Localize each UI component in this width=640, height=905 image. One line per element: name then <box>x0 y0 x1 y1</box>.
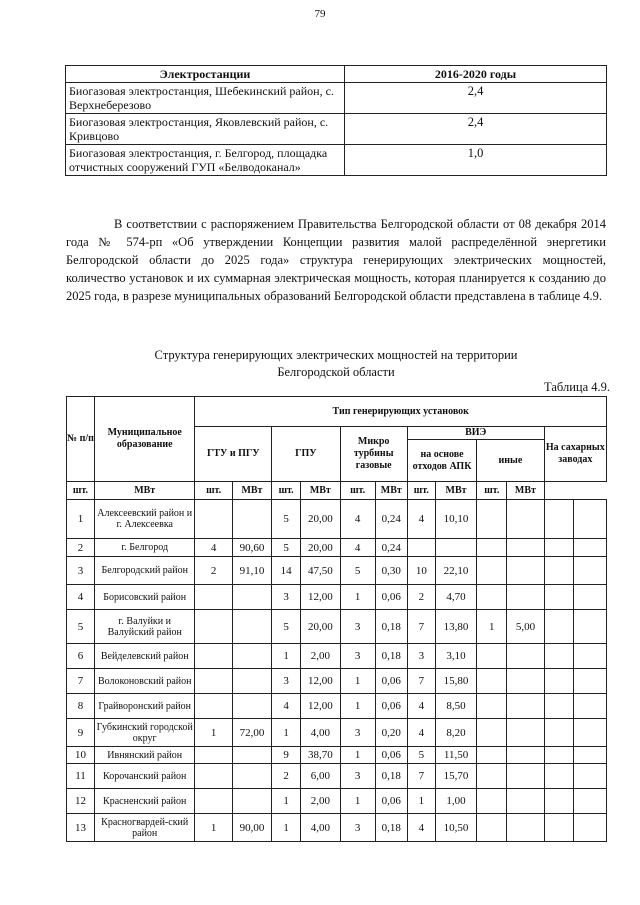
unit-count-cell: 9 <box>272 747 301 764</box>
header-installation-type: Тип генерирующих установок <box>195 397 607 427</box>
capacity-mw-cell: 2,00 <box>301 644 340 669</box>
unit-count-cell: 1 <box>272 644 301 669</box>
unit-count-cell <box>477 747 507 764</box>
unit-count-cell <box>544 557 573 585</box>
unit-count-cell: 10 <box>407 557 435 585</box>
station-name: Биогазовая электростанция, Яковлевский район, с. Кривцово <box>66 114 345 145</box>
capacity-mw-cell <box>507 789 544 814</box>
unit-count: шт. <box>195 482 232 500</box>
table-row <box>67 669 607 694</box>
capacity-mw-cell <box>507 694 544 719</box>
header-other: иные <box>477 440 544 482</box>
unit-count-cell <box>544 669 573 694</box>
unit-count-cell <box>195 694 232 719</box>
row-number: 13 <box>67 814 95 842</box>
table-row <box>67 539 607 557</box>
unit-count-cell: 3 <box>272 585 301 610</box>
column-header-years: 2016-2020 годы <box>345 66 607 83</box>
capacity-mw-cell: 20,00 <box>301 500 340 539</box>
municipality-name: Ивнянский район <box>94 747 195 764</box>
capacity-mw-cell: 12,00 <box>301 694 340 719</box>
capacity-mw-cell: 22,10 <box>435 557 476 585</box>
unit-count-cell: 4 <box>407 719 435 747</box>
capacity-mw-cell <box>232 789 271 814</box>
capacity-mw-cell <box>507 747 544 764</box>
unit-count: шт. <box>67 482 95 500</box>
table-body <box>67 500 607 842</box>
unit-count-cell: 5 <box>340 557 375 585</box>
capacity-mw-cell <box>507 500 544 539</box>
municipality-name: Волоконовский район <box>94 669 195 694</box>
table-row <box>67 694 607 719</box>
unit-count-cell: 1 <box>407 789 435 814</box>
table-header-row <box>66 66 607 83</box>
unit-count-cell: 1 <box>272 719 301 747</box>
capacity-mw-cell: 0,18 <box>375 644 407 669</box>
capacity-mw-cell <box>507 585 544 610</box>
header-apk-waste: на основе отходов АПК <box>407 440 476 482</box>
unit-count-cell: 1 <box>272 789 301 814</box>
header-gtu: ГТУ и ПГУ <box>195 427 272 482</box>
unit-count-cell: 3 <box>407 644 435 669</box>
unit-count-cell: 4 <box>407 694 435 719</box>
unit-count-cell <box>195 500 232 539</box>
capacity-mw-cell <box>232 747 271 764</box>
capacity-mw-cell <box>507 814 544 842</box>
capacity-mw-cell <box>232 610 271 644</box>
capacity-mw-cell <box>232 669 271 694</box>
unit-count-cell: 1 <box>340 669 375 694</box>
table-row <box>67 764 607 789</box>
capacity-mw-cell: 0,30 <box>375 557 407 585</box>
row-number: 2 <box>67 539 95 557</box>
row-number: 9 <box>67 719 95 747</box>
capacity-mw-cell <box>507 557 544 585</box>
municipality-name: Губкинский городской округ <box>94 719 195 747</box>
row-number: 4 <box>67 585 95 610</box>
table-row <box>66 83 607 114</box>
capacity-mw-cell <box>507 644 544 669</box>
capacity-mw-cell: 1,00 <box>435 789 476 814</box>
row-number: 12 <box>67 789 95 814</box>
capacity-mw-cell: 6,00 <box>301 764 340 789</box>
table-row <box>67 610 607 644</box>
header-municipality: Муниципальное образование <box>94 397 195 482</box>
unit-count-cell: 1 <box>195 719 232 747</box>
unit-count-cell <box>477 500 507 539</box>
body-paragraph: В соответствии с распоряжением Правительства Белгородской области от 08 декабря 2014 года № 574-рп «Об утверждении Концепции развития малой распределённой энергетики Белгородской области до 2025 года» структура генерирующих электрических мощностей, количество установок и их суммарная электрическая мощность, которая планируется к созданию до 2025 года, в разрезе муниципальных образований Белгородской области представлена в таблице 4.9. <box>66 217 606 303</box>
capacity-mw-cell: 90,00 <box>232 814 271 842</box>
capacity-mw-cell: 0,06 <box>375 747 407 764</box>
unit-count-cell: 1 <box>195 814 232 842</box>
header-vie: ВИЭ <box>407 427 544 440</box>
municipality-name: Борисовский район <box>94 585 195 610</box>
capacity-mw-cell <box>573 539 606 557</box>
unit-count-cell <box>477 585 507 610</box>
header-microturbines: Микро турбины газовые <box>340 427 407 482</box>
municipality-name: Алексеевский район и г. Алексеевка <box>94 500 195 539</box>
unit-count-cell <box>195 610 232 644</box>
capacity-mw-cell: 4,00 <box>301 719 340 747</box>
unit-count-cell <box>544 500 573 539</box>
capacity-mw-cell: 10,50 <box>435 814 476 842</box>
unit-count-cell <box>544 719 573 747</box>
header-number: № п/п <box>67 397 95 482</box>
row-number: 8 <box>67 694 95 719</box>
municipality-name: Вейделевский район <box>94 644 195 669</box>
municipality-name: Грайворонский район <box>94 694 195 719</box>
capacity-mw-cell: 0,18 <box>375 764 407 789</box>
unit-count-cell: 1 <box>272 814 301 842</box>
municipality-name: Белгородский район <box>94 557 195 585</box>
capacity-mw-cell: 4,00 <box>301 814 340 842</box>
capacity-mw-cell <box>573 719 606 747</box>
unit-count-cell: 7 <box>407 764 435 789</box>
unit-count-cell <box>544 539 573 557</box>
unit-count-cell <box>477 764 507 789</box>
unit-mw: МВт <box>301 482 340 500</box>
unit-count-cell <box>477 789 507 814</box>
unit-count-cell: 4 <box>340 539 375 557</box>
capacity-mw-cell: 0,24 <box>375 539 407 557</box>
unit-count-cell: 7 <box>407 610 435 644</box>
unit-count-cell <box>544 814 573 842</box>
table-row <box>67 644 607 669</box>
unit-count-cell: 5 <box>272 539 301 557</box>
unit-mw: МВт <box>94 482 195 500</box>
unit-count-cell <box>544 789 573 814</box>
unit-count-cell <box>544 644 573 669</box>
municipality-name: Красногвардей-ский район <box>94 814 195 842</box>
unit-mw: МВт <box>507 482 544 500</box>
unit-count-cell <box>195 747 232 764</box>
unit-count-cell: 1 <box>340 585 375 610</box>
unit-count-cell: 5 <box>272 500 301 539</box>
unit-count-cell <box>195 585 232 610</box>
column-header-stations: Электростанции <box>66 66 345 83</box>
unit-mw: МВт <box>375 482 407 500</box>
unit-count: шт. <box>272 482 301 500</box>
capacity-mw-cell: 0,06 <box>375 585 407 610</box>
capacity-mw-cell: 0,20 <box>375 719 407 747</box>
station-capacity: 2,4 <box>345 83 607 114</box>
unit-mw: МВт <box>435 482 476 500</box>
capacity-mw-cell <box>507 539 544 557</box>
unit-count-cell <box>477 644 507 669</box>
table-caption <box>66 347 606 381</box>
table-row <box>67 557 607 585</box>
unit-count-cell <box>477 694 507 719</box>
capacity-mw-cell <box>573 557 606 585</box>
capacity-mw-cell: 0,24 <box>375 500 407 539</box>
unit-count-cell <box>544 764 573 789</box>
unit-count-cell: 14 <box>272 557 301 585</box>
capacity-mw-cell: 8,50 <box>435 694 476 719</box>
unit-count-cell <box>477 814 507 842</box>
unit-count-cell: 1 <box>340 747 375 764</box>
capacity-mw-cell: 38,70 <box>301 747 340 764</box>
unit-count-cell: 4 <box>407 500 435 539</box>
unit-count-cell: 3 <box>340 764 375 789</box>
capacity-mw-cell <box>232 764 271 789</box>
unit-count-cell: 2 <box>195 557 232 585</box>
table-row <box>67 719 607 747</box>
table-row <box>67 585 607 610</box>
unit-count-cell: 3 <box>340 719 375 747</box>
unit-count-cell <box>477 539 507 557</box>
unit-count-cell: 4 <box>407 814 435 842</box>
caption-line: Структура генерирующих электрических мощностей на территории <box>154 348 518 362</box>
capacity-mw-cell <box>573 814 606 842</box>
capacity-mw-cell: 11,50 <box>435 747 476 764</box>
unit-count-cell: 1 <box>340 694 375 719</box>
capacity-mw-cell <box>507 719 544 747</box>
capacity-mw-cell: 4,70 <box>435 585 476 610</box>
page-number: 79 <box>314 8 326 20</box>
capacity-mw-cell: 10,10 <box>435 500 476 539</box>
row-number: 3 <box>67 557 95 585</box>
capacity-mw-cell <box>435 539 476 557</box>
header-sugar-plants: На сахарных заводах <box>544 427 606 482</box>
unit-count-cell: 3 <box>272 669 301 694</box>
stations-table <box>65 65 607 176</box>
capacity-mw-cell <box>573 644 606 669</box>
station-capacity: 2,4 <box>345 114 607 145</box>
capacity-mw-cell: 0,06 <box>375 694 407 719</box>
unit-count-cell <box>195 669 232 694</box>
unit-count: шт. <box>477 482 507 500</box>
capacity-mw-cell <box>573 764 606 789</box>
capacity-mw-cell <box>573 610 606 644</box>
municipality-name: г. Белгород <box>94 539 195 557</box>
generation-table <box>66 396 607 842</box>
unit-count-cell: 2 <box>407 585 435 610</box>
unit-count-cell: 3 <box>340 644 375 669</box>
capacity-mw-cell <box>232 644 271 669</box>
capacity-mw-cell: 13,80 <box>435 610 476 644</box>
row-number: 1 <box>67 500 95 539</box>
station-capacity: 1,0 <box>345 145 607 176</box>
municipality-name: Красненский район <box>94 789 195 814</box>
unit-count: шт. <box>340 482 375 500</box>
unit-count-cell: 4 <box>195 539 232 557</box>
capacity-mw-cell <box>232 694 271 719</box>
capacity-mw-cell <box>232 585 271 610</box>
unit-count-cell <box>195 764 232 789</box>
row-number: 11 <box>67 764 95 789</box>
capacity-mw-cell: 12,00 <box>301 669 340 694</box>
municipality-name: г. Валуйки и Валуйский район <box>94 610 195 644</box>
caption-line: Белгородской области <box>277 365 395 379</box>
capacity-mw-cell <box>573 500 606 539</box>
unit-count: шт. <box>407 482 435 500</box>
unit-count-cell <box>477 719 507 747</box>
capacity-mw-cell <box>507 764 544 789</box>
capacity-mw-cell: 15,70 <box>435 764 476 789</box>
municipality-name: Корочанский район <box>94 764 195 789</box>
station-name: Биогазовая электростанция, г. Белгород, площадка отчистных сооружений ГУП «Белводоканал» <box>66 145 345 176</box>
row-number: 10 <box>67 747 95 764</box>
capacity-mw-cell <box>573 669 606 694</box>
unit-count-cell: 1 <box>340 789 375 814</box>
capacity-mw-cell: 3,10 <box>435 644 476 669</box>
capacity-mw-cell: 0,18 <box>375 814 407 842</box>
capacity-mw-cell: 20,00 <box>301 610 340 644</box>
unit-count-cell: 5 <box>407 747 435 764</box>
unit-count-cell: 1 <box>477 610 507 644</box>
capacity-mw-cell <box>573 789 606 814</box>
row-number: 5 <box>67 610 95 644</box>
unit-count-cell: 3 <box>340 814 375 842</box>
capacity-mw-cell: 72,00 <box>232 719 271 747</box>
unit-mw: МВт <box>232 482 271 500</box>
table-row <box>67 814 607 842</box>
unit-count-cell <box>544 747 573 764</box>
capacity-mw-cell: 20,00 <box>301 539 340 557</box>
station-name: Биогазовая электростанция, Шебекинский район, с. Верхнеберезово <box>66 83 345 114</box>
unit-count-cell <box>477 669 507 694</box>
table-row <box>67 789 607 814</box>
capacity-mw-cell <box>573 694 606 719</box>
capacity-mw-cell: 5,00 <box>507 610 544 644</box>
capacity-mw-cell: 8,20 <box>435 719 476 747</box>
capacity-mw-cell: 12,00 <box>301 585 340 610</box>
unit-count-cell <box>407 539 435 557</box>
capacity-mw-cell: 91,10 <box>232 557 271 585</box>
capacity-mw-cell <box>573 585 606 610</box>
table-units-row <box>67 482 607 500</box>
unit-count-cell <box>195 644 232 669</box>
unit-count-cell: 2 <box>272 764 301 789</box>
capacity-mw-cell <box>232 500 271 539</box>
capacity-mw-cell: 90,60 <box>232 539 271 557</box>
table-row <box>66 145 607 176</box>
table-label: Таблица 4.9. <box>544 380 610 394</box>
unit-count-cell <box>195 789 232 814</box>
unit-count-cell <box>477 557 507 585</box>
unit-count-cell: 3 <box>340 610 375 644</box>
unit-count-cell: 7 <box>407 669 435 694</box>
unit-count-cell: 5 <box>272 610 301 644</box>
capacity-mw-cell: 15,80 <box>435 669 476 694</box>
capacity-mw-cell: 0,06 <box>375 789 407 814</box>
table-row <box>66 114 607 145</box>
capacity-mw-cell <box>507 669 544 694</box>
table-header-row <box>67 397 607 427</box>
table-row <box>67 747 607 764</box>
unit-count-cell <box>544 694 573 719</box>
capacity-mw-cell: 2,00 <box>301 789 340 814</box>
row-number: 6 <box>67 644 95 669</box>
table-row <box>67 500 607 539</box>
header-gpu: ГПУ <box>272 427 340 482</box>
capacity-mw-cell <box>573 747 606 764</box>
unit-count-cell: 4 <box>340 500 375 539</box>
unit-count-cell <box>544 585 573 610</box>
unit-count-cell: 4 <box>272 694 301 719</box>
row-number: 7 <box>67 669 95 694</box>
capacity-mw-cell: 0,18 <box>375 610 407 644</box>
unit-count-cell <box>544 610 573 644</box>
capacity-mw-cell: 47,50 <box>301 557 340 585</box>
capacity-mw-cell: 0,06 <box>375 669 407 694</box>
